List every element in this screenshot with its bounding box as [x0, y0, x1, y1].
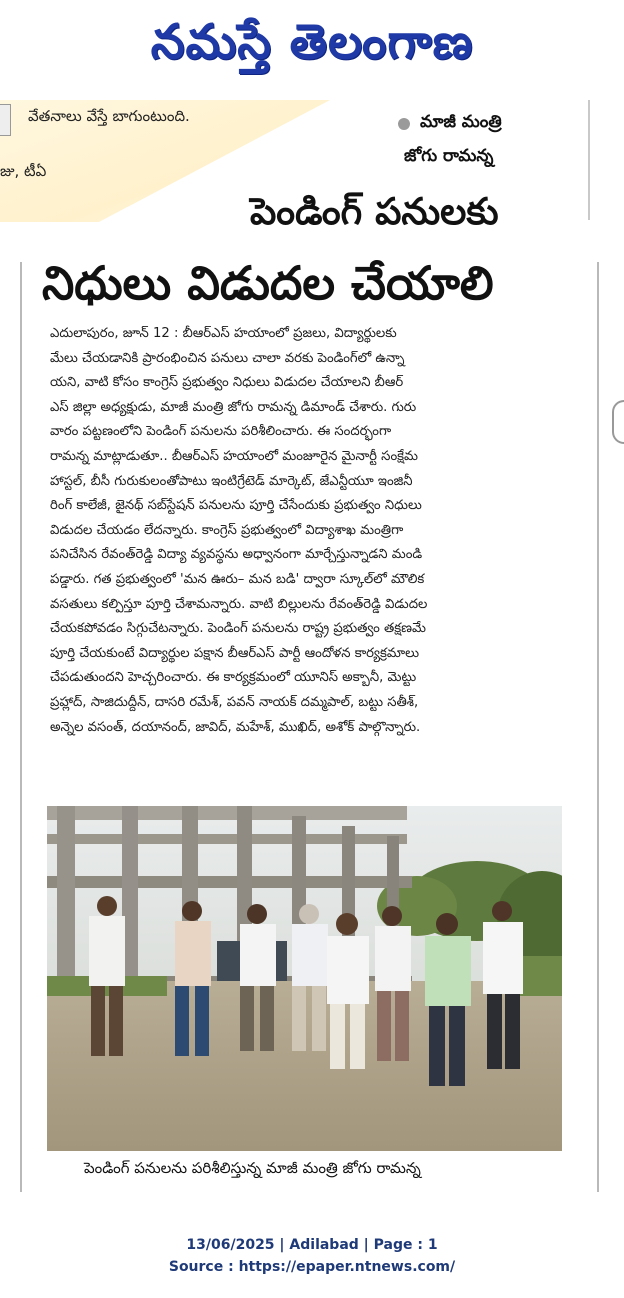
headline-line2: నిధులు విడుదల చేయాలి: [42, 256, 494, 310]
body-line: మేలు చేయడానికి ప్రారంభించిన పనులు చాలా వరకు పెండింగ్‌లో ఉన్నా: [50, 350, 405, 366]
masthead: [0, 0, 624, 95]
body-line: పడ్డారు. గత ప్రభుత్వంలో 'మన ఊరు– మన బడి' ద్వారా స్కూల్‌లో మౌలిక: [50, 571, 425, 587]
article-photo: [47, 806, 562, 1151]
previous-article-line2: జు, టీఏ: [0, 162, 47, 180]
body-line: వారం పట్టణంలోని పెండింగ్ పనులను పరిశీలించారు. ఈ సందర్భంగా: [50, 424, 392, 440]
body-line: విడుదల చేయడం లేదన్నారు. కాంగ్రెస్ ప్రభుత్వంలో విద్యాశాఖ మంత్రిగా: [50, 522, 404, 538]
body-line: హాస్టల్, బీసీ గురుకులంతోపాటు ఇంటిగ్రేటెడ్ మార్కెట్, జేఎన్టీయూ ఇంజినీ: [50, 473, 413, 489]
kicker-line1: మాజీ మంత్రి: [420, 112, 502, 132]
column-divider-left: [20, 262, 22, 1192]
article-body: [50, 322, 568, 740]
body-line: ఎదులాపురం, జూన్ 12 : బీఆర్ఎస్ హయాంలో ప్రజలు, విద్యార్థులకు: [50, 326, 397, 341]
body-line: అన్నెల వసంత్, దయానంద్, జావిద్, మహేశ్, ముఖిద్, అశోక్ పాల్గొన్నారు.: [50, 719, 421, 735]
kicker-line2: జోగు రామన్న: [404, 146, 494, 166]
photo-illustration: [47, 806, 562, 1151]
body-line: ఎస్ జిల్లా అధ్యక్షుడు, మాజీ మంత్రి జోగు రామన్న డిమాండ్ చేశారు. గురు: [50, 399, 417, 415]
body-line: ప్రహ్లాద్, సాజిదుద్దీన్, దాసరి రమేశ్, పవన్ నాయక్ దమ్మపాల్, బట్టు సతీశ్,: [50, 694, 419, 710]
newspaper-name: నమస్తే తెలంగాణ: [150, 13, 474, 70]
body-line: పూర్తి చేయకుంటే విద్యార్థుల పక్షాన బీఆర్ఎస్ పార్టీ ఆందోళన కార్యక్రమాలు: [50, 645, 420, 661]
photo-caption: పెండింగ్ పనులను పరిశీలిస్తున్న మాజీ మంత్రి జోగు రామన్న: [84, 1159, 421, 1177]
body-line: వసతులు కల్పిస్తూ పూర్తి చేశామన్నారు. వాటి బిల్లులను రేవంత్‌రెడ్డి విడుదల: [50, 596, 428, 612]
previous-article-thumbnail: [0, 104, 11, 136]
body-line: రింగ్ కాలేజీ, జైనథ్ సబ్‌స్టేషన్ పనులను పూర్తి చేసేందుకు ప్రభుత్వం నిధులు: [50, 498, 422, 514]
previous-article-line1: వేతనాలు వేస్తే బాగుంటుంది.: [28, 107, 190, 125]
footer-date-edition-page: 13/06/2025 | Adilabad | Page : 1: [186, 1237, 438, 1253]
body-line: చేపడుతుందని హెచ్చరించారు. ఈ కార్యక్రమంలో యూనిస్ అక్బానీ, మెట్టు: [50, 670, 417, 686]
column-divider-top: [588, 100, 590, 220]
next-column-edge: [612, 400, 624, 444]
body-line: చేయకపోవడం సిగ్గుచేటన్నారు. పెండింగ్ పనులను రాష్ట్ర ప్రభుత్వం తక్షణమే: [50, 621, 426, 637]
body-line: పనిచేసిన రేవంత్‌రెడ్డి విద్యా వ్యవస్థను అధ్వానంగా మార్చేస్తున్నాడని మండి: [50, 547, 423, 563]
body-line: రామన్న మాట్లాడుతూ.. బీఆర్ఎస్ హయాంలో మంజూరైన మైనార్టీ సంక్షేమ: [50, 448, 418, 464]
bullet-icon: [398, 118, 410, 130]
headline-line1: పెండింగ్ పనులకు: [250, 190, 499, 233]
column-divider-right: [597, 262, 599, 1192]
body-line: యని, వాటి కోసం కాంగ్రెస్ ప్రభుత్వం నిధులు విడుదల చేయాలని బీఆర్: [50, 375, 404, 391]
footer-source-link[interactable]: Source : https://epaper.ntnews.com/: [168, 1259, 456, 1275]
